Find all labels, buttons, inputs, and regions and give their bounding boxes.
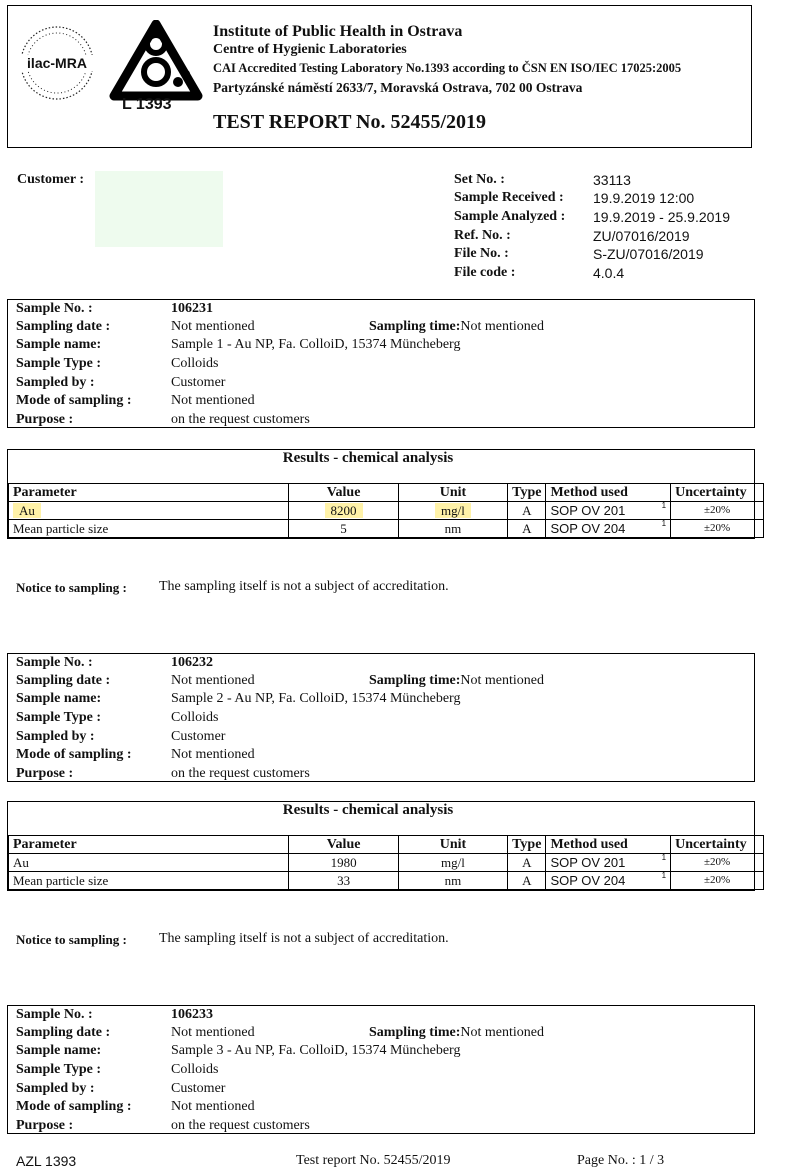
sample-type-value: Colloids <box>171 1062 219 1077</box>
file-no-label: File No. : <box>454 246 509 261</box>
unit-cell: mg/l <box>398 854 507 872</box>
sample-no-value: 106233 <box>171 1007 213 1022</box>
sample-no-value: 106232 <box>171 655 213 670</box>
sampling-date-value: Not mentioned <box>171 319 255 334</box>
sample-name-value: Sample 2 - Au NP, Fa. ColloiD, 15374 Müncheberg <box>171 691 461 706</box>
sampling-date-value: Not mentioned <box>171 1025 255 1040</box>
sample-received-value: 19.9.2019 12:00 <box>593 190 695 206</box>
sample-analyzed-label: Sample Analyzed : <box>454 209 566 224</box>
method-footnote: 1 <box>661 501 667 510</box>
table-row <box>9 502 764 520</box>
sample-info-box <box>7 299 755 428</box>
sample-no-label: Sample No. : <box>16 301 93 316</box>
sample-type-value: Colloids <box>171 356 219 371</box>
method-footnote: 1 <box>661 519 667 528</box>
sampled-by-label: Sampled by : <box>16 375 95 390</box>
value-cell: 1980 <box>289 854 398 872</box>
column-header: Unit <box>398 484 507 502</box>
sampling-time-value: Not mentioned <box>460 1025 544 1040</box>
customer-label: Customer : <box>17 172 85 187</box>
parameter-cell: Mean particle size <box>9 520 289 538</box>
column-header: Unit <box>398 836 507 854</box>
column-header: Uncertainty <box>671 484 764 502</box>
file-code-label: File code : <box>454 265 516 280</box>
purpose-label: Purpose : <box>16 766 74 781</box>
column-header: Method used <box>546 836 671 854</box>
results-title: Results - chemical analysis <box>282 450 454 466</box>
method-cell: SOP OV 204 <box>550 873 626 888</box>
parameter-cell: Mean particle size <box>9 872 289 890</box>
value-cell: 33 <box>289 872 398 890</box>
accreditation-mark: L 1393 <box>122 96 172 113</box>
mode-of-sampling-value: Not mentioned <box>171 747 255 762</box>
sample-name-label: Sample name: <box>16 1043 102 1058</box>
type-cell: A <box>508 520 546 538</box>
value-cell: 5 <box>289 520 398 538</box>
sample-type-label: Sample Type : <box>16 1062 102 1077</box>
purpose-value: on the request customers <box>171 1118 310 1133</box>
column-header: Type <box>508 836 546 854</box>
centre-name: Centre of Hygienic Laboratories <box>213 42 407 57</box>
ref-no-value: ZU/07016/2019 <box>593 228 690 244</box>
purpose-value: on the request customers <box>171 766 310 781</box>
sampled-by-value: Customer <box>171 1081 226 1096</box>
file-no-value: S-ZU/07016/2019 <box>593 246 704 262</box>
uncertainty-cell: ±20% <box>671 502 764 520</box>
notice-text: The sampling itself is not a subject of accreditation. <box>159 931 449 946</box>
method-footnote: 1 <box>661 871 667 880</box>
sample-name-label: Sample name: <box>16 691 102 706</box>
sampling-date-label: Sampling date : <box>16 319 111 334</box>
mode-of-sampling-label: Mode of sampling : <box>16 1099 132 1114</box>
report-title: TEST REPORT No. 52455/2019 <box>213 111 487 133</box>
method-cell: SOP OV 201 <box>550 503 626 518</box>
column-header: Parameter <box>9 484 289 502</box>
parameter-cell: Au <box>13 503 41 518</box>
institute-name: Institute of Public Health in Ostrava <box>213 23 463 40</box>
results-table <box>8 483 764 538</box>
file-code-value: 4.0.4 <box>593 265 625 281</box>
table-row <box>9 520 764 538</box>
purpose-label: Purpose : <box>16 1118 74 1133</box>
footer-report-number: Test report No. 52455/2019 <box>296 1153 451 1168</box>
table-header-row <box>9 836 764 854</box>
column-header: Type <box>508 484 546 502</box>
mode-of-sampling-value: Not mentioned <box>171 393 255 408</box>
sample-no-label: Sample No. : <box>16 655 93 670</box>
svg-text:ilac-MRA: ilac-MRA <box>27 55 87 71</box>
parameter-cell: Au <box>9 854 289 872</box>
unit-cell: nm <box>398 872 507 890</box>
sample-info-box <box>7 1005 755 1134</box>
accreditation-statement: CAI Accredited Testing Laboratory No.1393 according to ČSN EN ISO/IEC 17025:2005 <box>213 61 682 75</box>
notice-label: Notice to sampling : <box>16 932 127 947</box>
ilac-mra-logo <box>14 22 100 104</box>
sample-info-box <box>7 653 755 782</box>
sample-type-label: Sample Type : <box>16 710 102 725</box>
mode-of-sampling-label: Mode of sampling : <box>16 393 132 408</box>
ref-no-label: Ref. No. : <box>454 228 511 243</box>
sample-no-value: 106231 <box>171 301 213 316</box>
sampled-by-label: Sampled by : <box>16 1081 95 1096</box>
method-cell: SOP OV 204 <box>550 521 626 536</box>
value-cell: 8200 <box>325 503 363 518</box>
unit-cell: mg/l <box>435 503 471 518</box>
type-cell: A <box>508 854 546 872</box>
notice-label: Notice to sampling : <box>16 580 127 595</box>
sample-name-value: Sample 1 - Au NP, Fa. ColloiD, 15374 Müncheberg <box>171 337 461 352</box>
sampling-date-label: Sampling date : <box>16 673 111 688</box>
column-header: Value <box>289 484 398 502</box>
sampling-time-value: Not mentioned <box>460 673 544 688</box>
sample-name-label: Sample name: <box>16 337 102 352</box>
sample-analyzed-value: 19.9.2019 - 25.9.2019 <box>593 209 731 225</box>
column-header: Parameter <box>9 836 289 854</box>
sample-no-label: Sample No. : <box>16 1007 93 1022</box>
table-header-row <box>9 484 764 502</box>
type-cell: A <box>508 502 546 520</box>
sampling-time-label: Sampling time: <box>369 319 461 334</box>
column-header: Method used <box>546 484 671 502</box>
table-row <box>9 854 764 872</box>
purpose-value: on the request customers <box>171 412 310 427</box>
set-no-value: 33113 <box>593 172 631 188</box>
sampling-time-label: Sampling time: <box>369 673 461 688</box>
results-box <box>7 449 755 539</box>
results-table <box>8 835 764 890</box>
column-header: Value <box>289 836 398 854</box>
uncertainty-cell: ±20% <box>671 854 764 872</box>
notice-text: The sampling itself is not a subject of accreditation. <box>159 579 449 594</box>
method-footnote: 1 <box>661 853 667 862</box>
mode-of-sampling-value: Not mentioned <box>171 1099 255 1114</box>
footer-page-number: Page No. : 1 / 3 <box>577 1153 665 1168</box>
results-box <box>7 801 755 891</box>
uncertainty-cell: ±20% <box>671 872 764 890</box>
sampling-date-label: Sampling date : <box>16 1025 111 1040</box>
table-row <box>9 872 764 890</box>
sample-type-value: Colloids <box>171 710 219 725</box>
sampled-by-value: Customer <box>171 729 226 744</box>
results-title: Results - chemical analysis <box>282 802 454 818</box>
footer-lab-code: AZL 1393 <box>16 1153 77 1169</box>
sample-received-label: Sample Received : <box>454 190 564 205</box>
unit-cell: nm <box>398 520 507 538</box>
method-cell: SOP OV 201 <box>550 855 626 870</box>
sample-type-label: Sample Type : <box>16 356 102 371</box>
sampling-time-value: Not mentioned <box>460 319 544 334</box>
sampled-by-value: Customer <box>171 375 226 390</box>
uncertainty-cell: ±20% <box>671 520 764 538</box>
mode-of-sampling-label: Mode of sampling : <box>16 747 132 762</box>
set-no-label: Set No. : <box>454 172 505 187</box>
institute-address: Partyzánské náměstí 2633/7, Moravská Ostrava, 702 00 Ostrava <box>213 80 583 95</box>
purpose-label: Purpose : <box>16 412 74 427</box>
sample-name-value: Sample 3 - Au NP, Fa. ColloiD, 15374 Müncheberg <box>171 1043 461 1058</box>
sampling-time-label: Sampling time: <box>369 1025 461 1040</box>
sampled-by-label: Sampled by : <box>16 729 95 744</box>
customer-redacted-area <box>95 171 223 247</box>
column-header: Uncertainty <box>671 836 764 854</box>
sampling-date-value: Not mentioned <box>171 673 255 688</box>
type-cell: A <box>508 872 546 890</box>
